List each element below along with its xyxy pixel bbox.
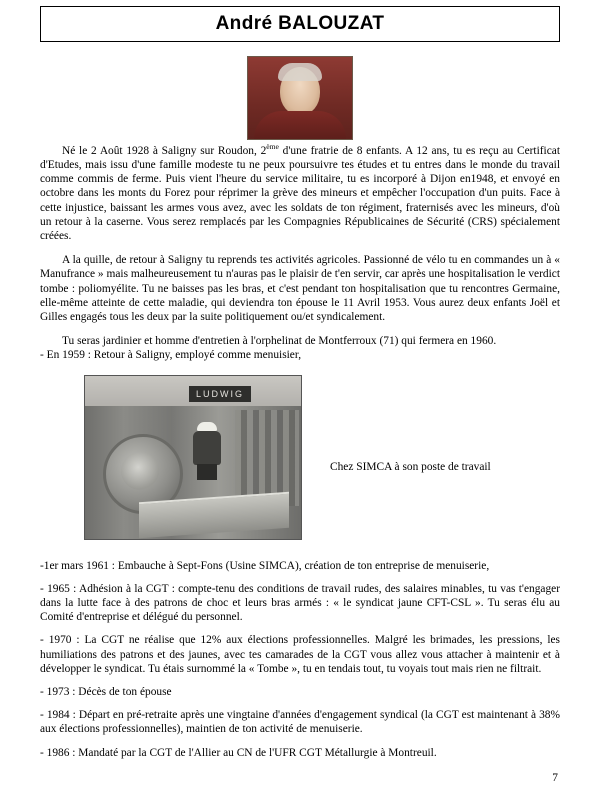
paragraph-polio: A la quille, de retour à Saligny tu reprends tes activités agricoles. Passionné de vélo tu en commandes un à « Manufrance » mais malheureusement tu n'auras pas le plaisir de t'en servir, car après une hospitalisation le verdict tombe : poliomyélite. Tu ne baisses pas les bras, et c'est pendant ton hospitalisation que tu rencontres Germaine, elle-même atteinte de cette maladie, qui deviendra ton épouse le 11 Avril 1953. Vous aurez deux enfants Joël et Gilles engagés tous les deux par la suite politiquement ou/et syndicalement. [40,254,560,324]
paragraph-birth [40,140,560,243]
document-page [0,6,600,806]
document-title-box [40,6,560,42]
timeline-item-1986: - 1986 : Mandaté par la CGT de l'Allier au CN de l'UFR CGT Métallurgie à Montreuil. [40,746,437,759]
workplace-photo-row [0,375,600,545]
page-number: 7 [552,772,558,784]
photo-caption: Chez SIMCA à son poste de travail [330,460,491,473]
paragraph-orphanage: Tu seras jardinier et homme d'entretien à l'orphelinat de Montferroux (71) qui fermera en 1960. [62,335,497,348]
factory-photo [84,375,302,540]
paragraph-birth-part1: Né le 2 Août 1928 à Saligny sur Roudon, 2 [62,144,267,157]
portrait-hair [278,63,322,81]
timeline-item-1973: - 1973 : Décès de ton épouse [40,686,172,699]
timeline-item-1965: - 1965 : Adhésion à la CGT : compte-tenu des conditions de travail rudes, des salaires minables, tu vas t'engager dans la lutte face à des patrons de choc et leurs bras armés : « le syndicat jaune CFT-CSL ». Tu seras élu au Comité d'entreprise et délégué du personnel. [40,582,560,624]
timeline-item-1961: -1er mars 1961 : Embauche à Sept-Fons (Usine SIMCA), création de ton entreprise de menuiserie, [40,559,490,572]
factory-worker [191,422,225,480]
factory-sign-label: LUDWIG [189,386,251,402]
career-timeline-text [40,559,560,760]
page-title: André BALOUZAT [215,13,385,34]
paragraph-1959: - En 1959 : Retour à Saligny, employé comme menuisier, [40,349,302,362]
timeline-item-1984: - 1984 : Départ en pré-retraite après une vingtaine d'années d'engagement syndical (la CGT est maintenant à 38% aux élections professionnelles), maintien de ton activité de menuiserie. [40,709,560,736]
portrait-body [254,111,346,139]
factory-drum-inner [121,452,159,490]
factory-pipes [235,410,299,506]
worker-legs [197,464,217,480]
biography-text [40,140,560,363]
ordinal-superscript: ème [266,142,279,151]
portrait-photo [247,56,353,140]
worker-hat [197,422,217,431]
timeline-item-1970: - 1970 : La CGT ne réalise que 12% aux élections professionnelles. Malgré les brimades, les pressions, les humiliations des patrons et des jaunes, avec tes camarades de la CGT vous allez vous attacher à maintenir et à développer le syndicat. Tu étais surnommé la « Tombe », tu en tendais tout, tu voyais tout mais rien ne filtrait. [40,634,560,675]
portrait-photo-container [0,56,600,140]
paragraph-birth-part2: d'une fratrie de 8 enfants. A 12 ans, tu es reçu au Certificat d'Etudes, mais issu d'une famille modeste tu ne peux poursuivre tes études et tu entres dans le monde du travail comme commis de ferme. Puis vient l'heure du service militaire, tu es incorporé à Dijon en1948, et envoyé en octobre dans les monts du Forez pour réprimer la grève des mineurs et empêcher l'occupation d'un puits. Face à cette injustice, baissant les armes vous avez, avec les soldats de ton régiment, fraternisés avec les mineurs, d'où un retour à la caserne. Vous serez remplacés par les Compagnies Républicaines de Sécurité (CRS) spécialement créées. [40,144,560,243]
worker-torso [193,431,221,465]
